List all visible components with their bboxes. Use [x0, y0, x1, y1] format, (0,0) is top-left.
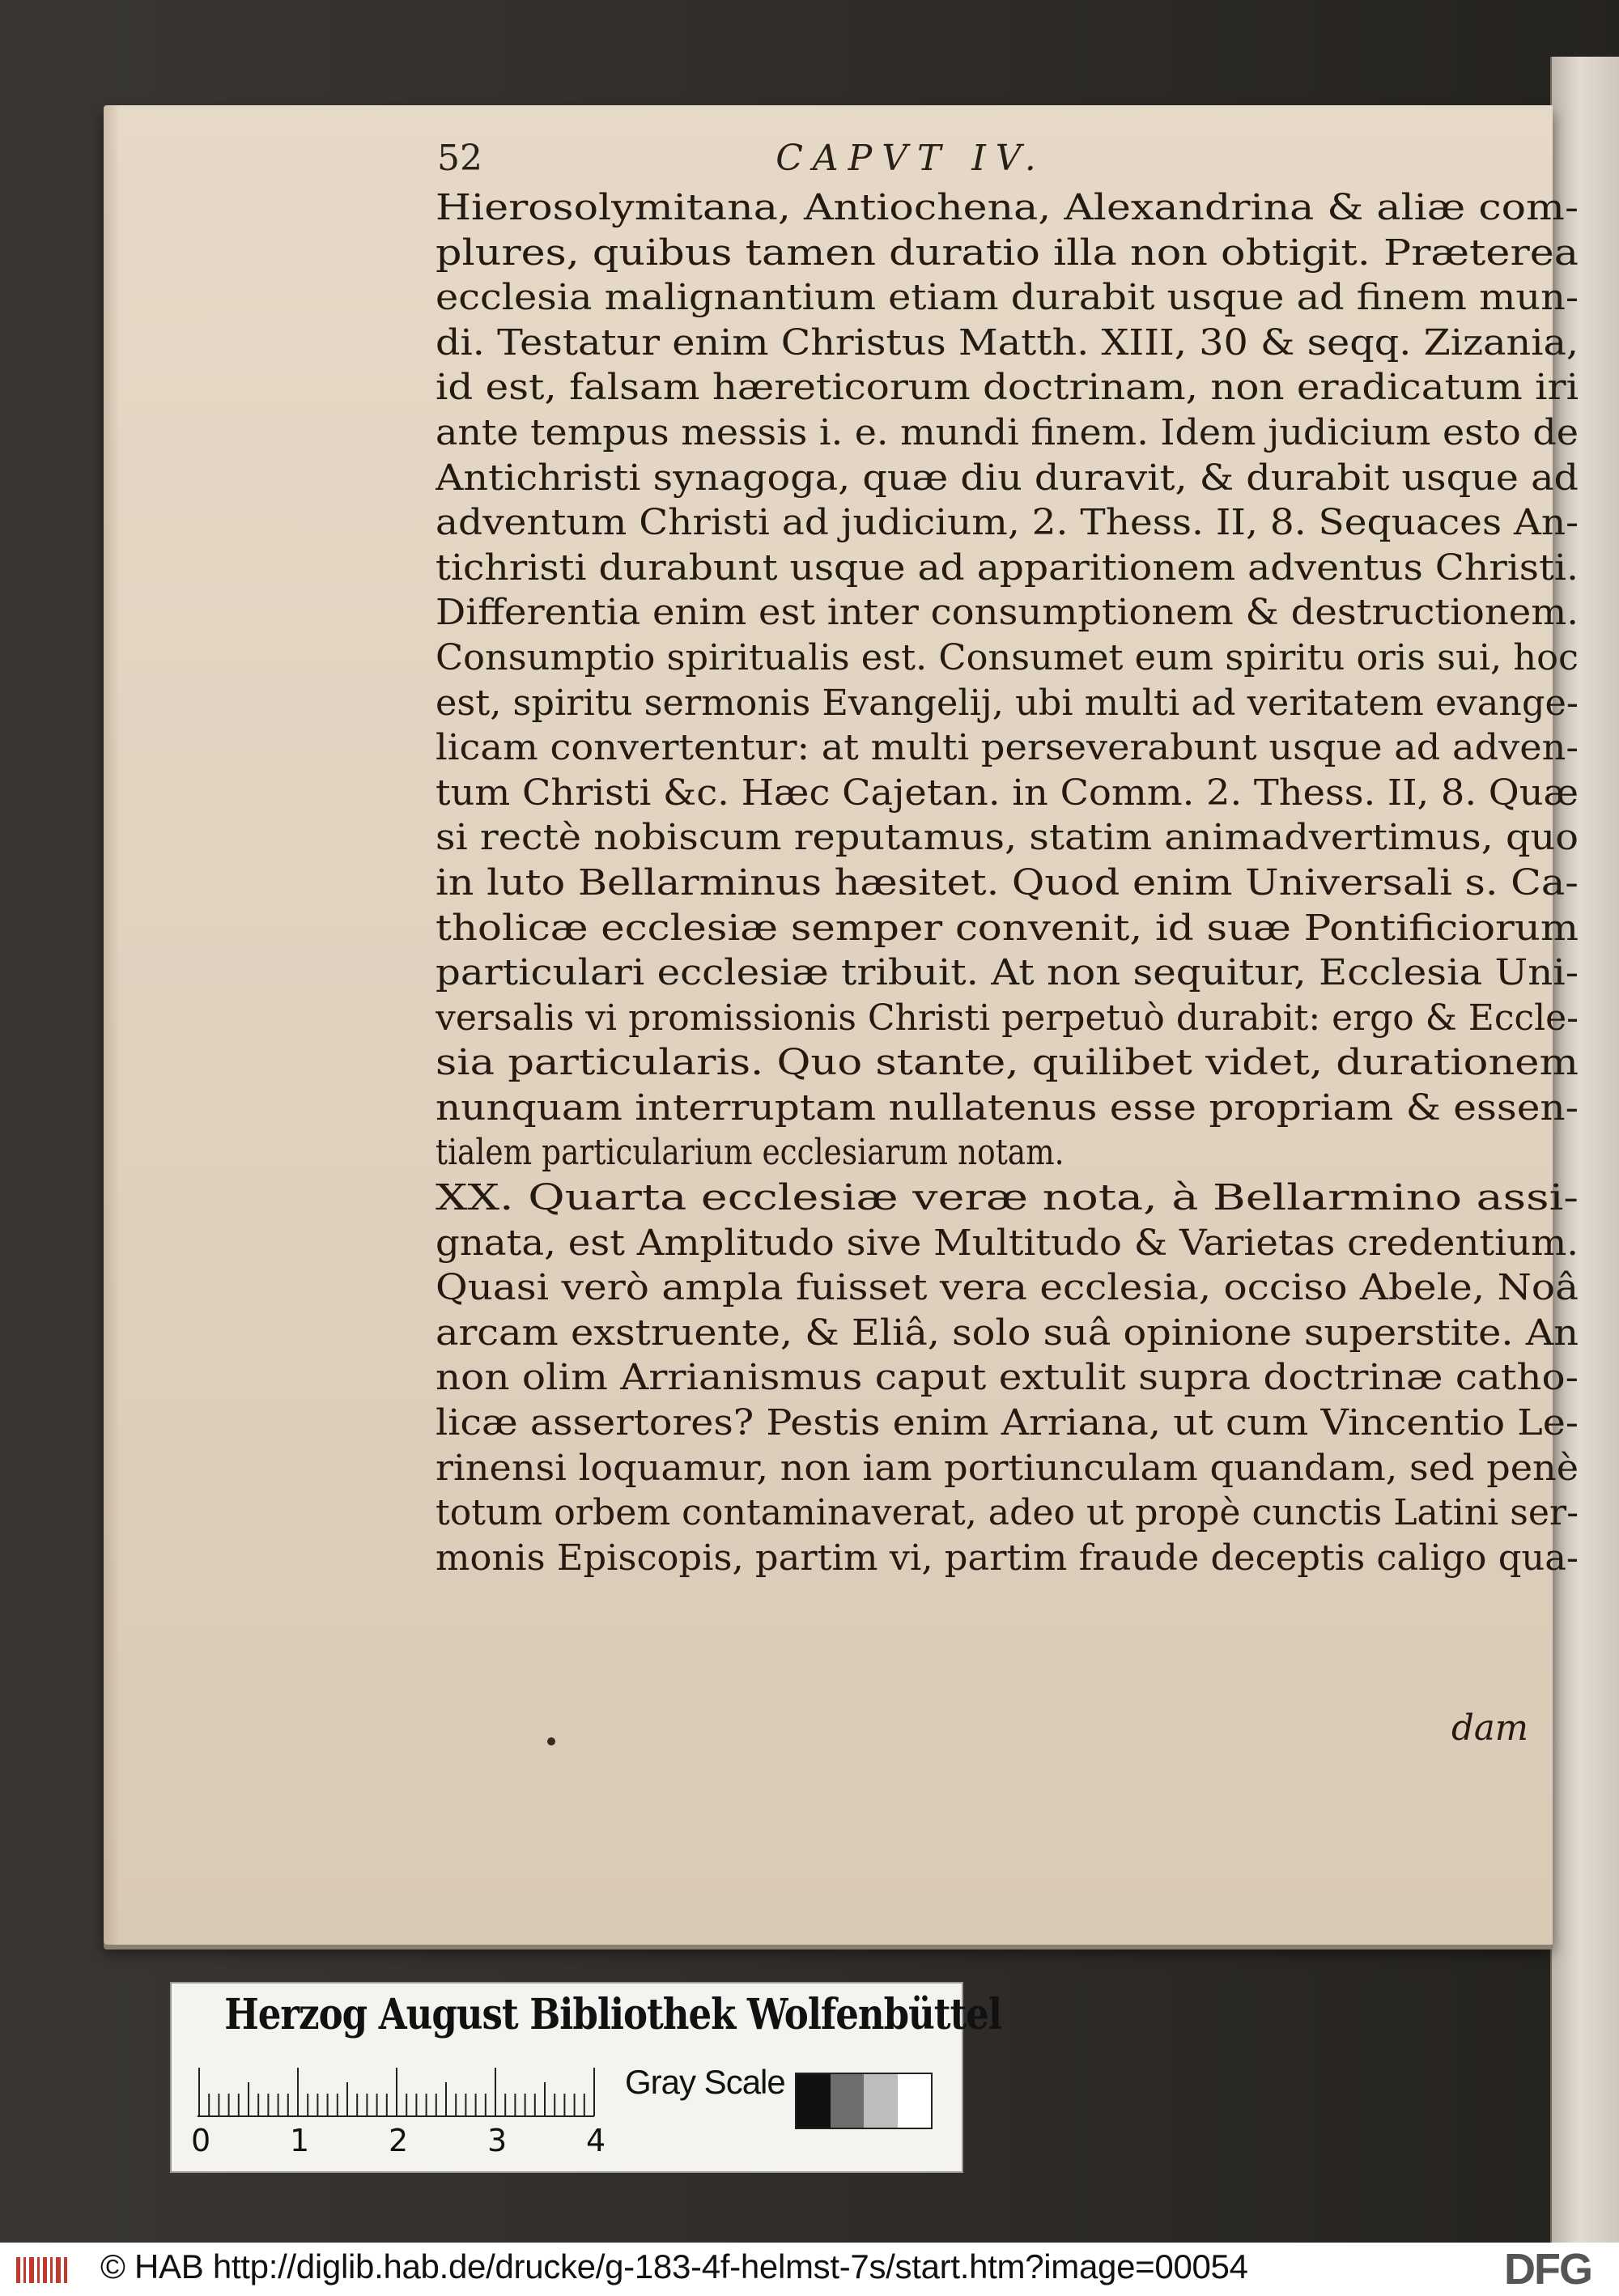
text-line: id est, falsam hæreticorum doctrinam, non eradicatum iri [436, 368, 1579, 409]
ruler-number: 4 [586, 2123, 606, 2158]
ruler-number: 2 [389, 2123, 409, 2158]
text-line: gnata, est Amplitudo sive Multitudo & Varietas credentium. [436, 1222, 1579, 1264]
text-line: in luto Bellarminus hæsitet. Quod enim Universali s. Ca- [436, 862, 1579, 904]
scale-ruler [191, 2058, 606, 2163]
ruler-number: 3 [487, 2123, 508, 2158]
page-number: 52 [437, 138, 482, 179]
text-line: Differentia enim est inter consumptionem & destructionem. [436, 593, 1579, 634]
text-line: particulari ecclesiæ tribuit. At non sequitur, Ecclesia Uni- [436, 953, 1579, 994]
text-line: sia particularis. Quo stante, quilibet videt, durationem [436, 1043, 1579, 1084]
library-name: Herzog August Bibliothek Wolfenbüttel [224, 1990, 1002, 2039]
text-line: licæ assertores? Pestis enim Arriana, ut cum Vincentio Le- [436, 1403, 1579, 1444]
dfg-logo: DFG [1504, 2245, 1591, 2294]
text-line: versalis vi promissionis Christi perpetuò durabit: ergo & Eccle- [436, 997, 1579, 1039]
gray-swatch [898, 2074, 932, 2128]
text-line: totum orbem contaminaverat, adeo ut propè cunctis Latini ser- [436, 1493, 1579, 1534]
text-line: rinensi loquamur, non iam portiunculam quandam, sed penè [436, 1448, 1579, 1489]
text-line: est, spiritu sermonis Evangelij, ubi multi ad veritatem evange- [436, 682, 1579, 724]
catchword: dam [1451, 1708, 1528, 1749]
text-line: XX. Quarta ecclesiæ veræ nota, à Bellarmino assi- [436, 1178, 1579, 1219]
text-line: tichristi durabunt usque ad apparitionem adventus Christi. [436, 547, 1579, 589]
book-page [104, 105, 1579, 1945]
text-line: plures, quibus tamen duratio illa non obtigit. Præterea [436, 232, 1579, 274]
gray-scale-swatches [795, 2073, 933, 2129]
ruler-ticks [198, 2058, 602, 2123]
text-line: non olim Arrianismus caput extulit supra doctrinæ catho- [436, 1358, 1579, 1399]
ruler-number: 0 [191, 2123, 211, 2158]
gray-swatch [797, 2074, 831, 2128]
text-line: ecclesia malignantium etiam durabit usque ad finem mun- [436, 278, 1579, 319]
barcode-icon [15, 2254, 71, 2286]
text-line: tum Christi &c. Hæc Cajetan. in Comm. 2. Thess. II, 8. Quæ [436, 772, 1579, 814]
body-text [436, 186, 1579, 1581]
text-line: arcam exstruente, & Eliâ, solo suâ opinione superstite. An [436, 1312, 1579, 1354]
text-line: di. Testatur enim Christus Matth. XIII, 30 & seqq. Zizania, [436, 322, 1579, 364]
ink-speck [547, 1737, 555, 1745]
ruler-number: 1 [290, 2123, 310, 2158]
text-line: nunquam interruptam nullatenus esse propriam & essen- [436, 1087, 1579, 1129]
text-line: Hierosolymitana, Antiochena, Alexandrina & aliæ com- [436, 188, 1579, 228]
text-line: licam convertentur: at multi perseverabunt usque ad adven- [436, 728, 1579, 769]
text-line: Consumptio spiritualis est. Consumet eum spiritu oris sui, hoc [436, 637, 1579, 678]
text-line: adventum Christi ad judicium, 2. Thess. II, 8. Sequaces An- [436, 503, 1579, 544]
gray-swatch [831, 2074, 865, 2128]
gray-swatch [864, 2074, 898, 2128]
text-line: tialem particularium ecclesiarum notam. [436, 1133, 1064, 1174]
text-line: Quasi verò ampla fuisset vera ecclesia, occiso Abele, Noâ [436, 1268, 1579, 1309]
footer-bar [0, 2243, 1619, 2296]
gray-scale-label: Gray Scale [625, 2063, 785, 2101]
text-line: Antichristi synagoga, quæ diu duravit, & durabit usque ad [436, 457, 1579, 499]
text-line: ante tempus messis i. e. mundi finem. Idem judicium esto de [436, 412, 1579, 453]
text-line: monis Episcopis, partim vi, partim fraude deceptis caligo qua- [436, 1537, 1579, 1579]
copyright-url: © HAB http://diglib.hab.de/drucke/g-183-4f-helmst-7s/start.htm?image=00054 [100, 2247, 1248, 2285]
page-header [437, 134, 1384, 183]
text-line: tholicæ ecclesiæ semper convenit, id suæ Pontificiorum [436, 908, 1579, 949]
text-line: si rectè nobiscum reputamus, statim animadvertimus, quo [436, 818, 1579, 859]
library-color-card [170, 1982, 1002, 2173]
running-title: CAPVT IV. [776, 138, 1046, 179]
